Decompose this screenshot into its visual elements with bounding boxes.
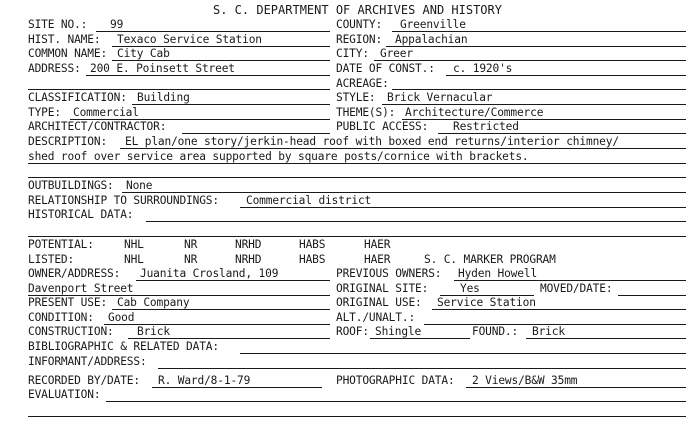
address-line — [86, 75, 330, 76]
found-label: FOUND.: — [472, 325, 519, 338]
style-label: STYLE: — [336, 91, 376, 104]
hist-name-label: HIST. NAME: — [28, 33, 101, 46]
style-value: Brick Vernacular — [387, 91, 493, 104]
site-no-value: 99 — [110, 18, 124, 31]
description-underline2 — [28, 163, 686, 164]
outbuildings-line — [122, 192, 686, 193]
common-name-value: City Cab — [117, 47, 170, 60]
themes-line — [402, 119, 686, 120]
roof-label: ROOF: — [336, 325, 369, 338]
region-value: Appalachian — [395, 33, 468, 46]
moved-date-label: MOVED/DATE: — [540, 282, 613, 295]
present-use-value: Cab Company — [117, 296, 190, 309]
address-label: ADDRESS: — [28, 62, 81, 75]
informant-label: INFORMANT/ADDRESS: — [28, 355, 147, 368]
description-line1: EL plan/one story/jerkin-head roof with boxed end returns/interior chimney/ — [125, 135, 619, 148]
owner-value2: Davenport Street — [28, 282, 134, 295]
classification-value: Building — [137, 91, 190, 104]
region-label: REGION: — [336, 33, 383, 46]
county-value: Greenville — [400, 18, 466, 31]
historical-line — [146, 221, 686, 222]
outbuildings-value: None — [126, 179, 153, 192]
outbuildings-label: OUTBUILDINGS: — [28, 179, 114, 192]
original-use-value: Service Station — [437, 296, 536, 309]
original-site-value: Yes — [460, 282, 480, 295]
date-const-value: c. 1920's — [453, 62, 513, 75]
found-line — [526, 338, 686, 339]
listed-nrhd: NRHD — [235, 253, 262, 266]
potential-nrhd: NRHD — [235, 238, 262, 251]
construction-label: CONSTRUCTION: — [28, 325, 114, 338]
type-value: Commercial — [73, 106, 139, 119]
description-underline1 — [120, 148, 686, 149]
common-name-label: COMMON NAME: — [28, 47, 108, 60]
historical-label: HISTORICAL DATA: — [28, 208, 134, 221]
recorded-value: R. Ward/8-1-79 — [158, 374, 251, 387]
historical-line2 — [28, 236, 686, 237]
date-const-label: DATE OF CONST.: — [336, 62, 435, 75]
description-line2: shed roof over service area supported by square posts/cornice with brackets. — [28, 150, 529, 163]
architect-line — [182, 133, 330, 134]
classification-label: CLASSIFICATION: — [28, 91, 127, 104]
evaluation-line — [106, 401, 686, 402]
city-value: Greer — [380, 47, 413, 60]
listed-nhl: NHL — [124, 253, 144, 266]
form-title: S. C. DEPARTMENT OF ARCHIVES AND HISTORY — [213, 3, 502, 17]
public-access-line — [438, 133, 686, 134]
county-label: COUNTY: — [336, 18, 383, 31]
alt-unalt-label: ALT./UNALT.: — [336, 311, 416, 324]
date-const-line — [446, 75, 686, 76]
listed-haer: HAER — [364, 253, 391, 266]
present-use-label: PRESENT USE: — [28, 296, 108, 309]
potential-haer: HAER — [364, 238, 391, 251]
present-use-line — [112, 309, 330, 310]
type-label: TYPE: — [28, 106, 61, 119]
description-underline3 — [28, 177, 686, 178]
potential-nhl: NHL — [124, 238, 144, 251]
acreage-label: ACREAGE: — [336, 77, 389, 90]
county-line — [392, 31, 686, 32]
listed-nr: NR — [184, 253, 198, 266]
bibliographic-line — [240, 353, 686, 354]
original-use-line — [432, 309, 686, 310]
construction-value: Brick — [137, 325, 170, 338]
common-name-line — [112, 60, 330, 61]
relationship-value: Commercial district — [246, 194, 372, 207]
relationship-label: RELATIONSHIP TO SURROUNDINGS: — [28, 194, 219, 207]
previous-owners-line — [454, 280, 686, 281]
description-label: DESCRIPTION: — [28, 135, 108, 148]
themes-value: Architecture/Commerce — [405, 106, 544, 119]
site-no-line — [96, 31, 330, 32]
previous-owners-label: PREVIOUS OWNERS: — [336, 267, 442, 280]
roof-value: Shingle — [375, 325, 422, 338]
evaluation-label: EVALUATION: — [28, 388, 101, 401]
listed-label: LISTED: — [28, 253, 75, 266]
recorded-line — [152, 387, 322, 388]
previous-owners-value: Hyden Howell — [458, 267, 538, 280]
themes-label: THEME(S): — [336, 106, 396, 119]
owner-label: OWNER/ADDRESS: — [28, 267, 121, 280]
style-line — [382, 104, 686, 105]
owner-value1: Juanita Crosland, 109 — [140, 267, 279, 280]
evaluation-line2 — [28, 416, 686, 417]
classification-line — [132, 104, 330, 105]
marker-program: S. C. MARKER PROGRAM — [424, 253, 556, 266]
listed-habs: HABS — [299, 253, 326, 266]
informant-line — [158, 368, 686, 369]
potential-nr: NR — [184, 238, 198, 251]
original-site-label: ORIGINAL SITE: — [336, 282, 429, 295]
original-use-label: ORIGINAL USE: — [336, 296, 422, 309]
hist-name-value: Texaco Service Station — [117, 33, 262, 46]
recorded-label: RECORDED BY/DATE: — [28, 374, 140, 387]
photographic-line — [466, 387, 686, 388]
relationship-line — [240, 207, 686, 208]
city-line — [374, 60, 686, 61]
region-line — [386, 46, 686, 47]
public-access-label: PUBLIC ACCESS: — [336, 120, 429, 133]
construction-line — [128, 338, 330, 339]
found-value: Brick — [532, 325, 565, 338]
photographic-value: 2 Views/B&W 35mm — [472, 374, 578, 387]
roof-line — [370, 338, 470, 339]
address-value: 200 E. Poinsett Street — [90, 62, 235, 75]
condition-value: Good — [108, 311, 135, 324]
acreage-line — [392, 89, 686, 90]
blank-line-left — [28, 89, 330, 90]
city-label: CITY: — [336, 47, 369, 60]
owner-line — [136, 280, 330, 281]
condition-label: CONDITION: — [28, 311, 94, 324]
moved-date-line — [618, 295, 686, 296]
public-access-value: Restricted — [453, 120, 519, 133]
bibliographic-label: BIBLIOGRAPHIC & RELATED DATA: — [28, 340, 219, 353]
architect-label: ARCHITECT/CONTRACTOR: — [28, 120, 167, 133]
potential-label: POTENTIAL: — [28, 238, 94, 251]
potential-habs: HABS — [299, 238, 326, 251]
site-no-label: SITE NO.: — [28, 18, 88, 31]
photographic-label: PHOTOGRAPHIC DATA: — [336, 374, 455, 387]
